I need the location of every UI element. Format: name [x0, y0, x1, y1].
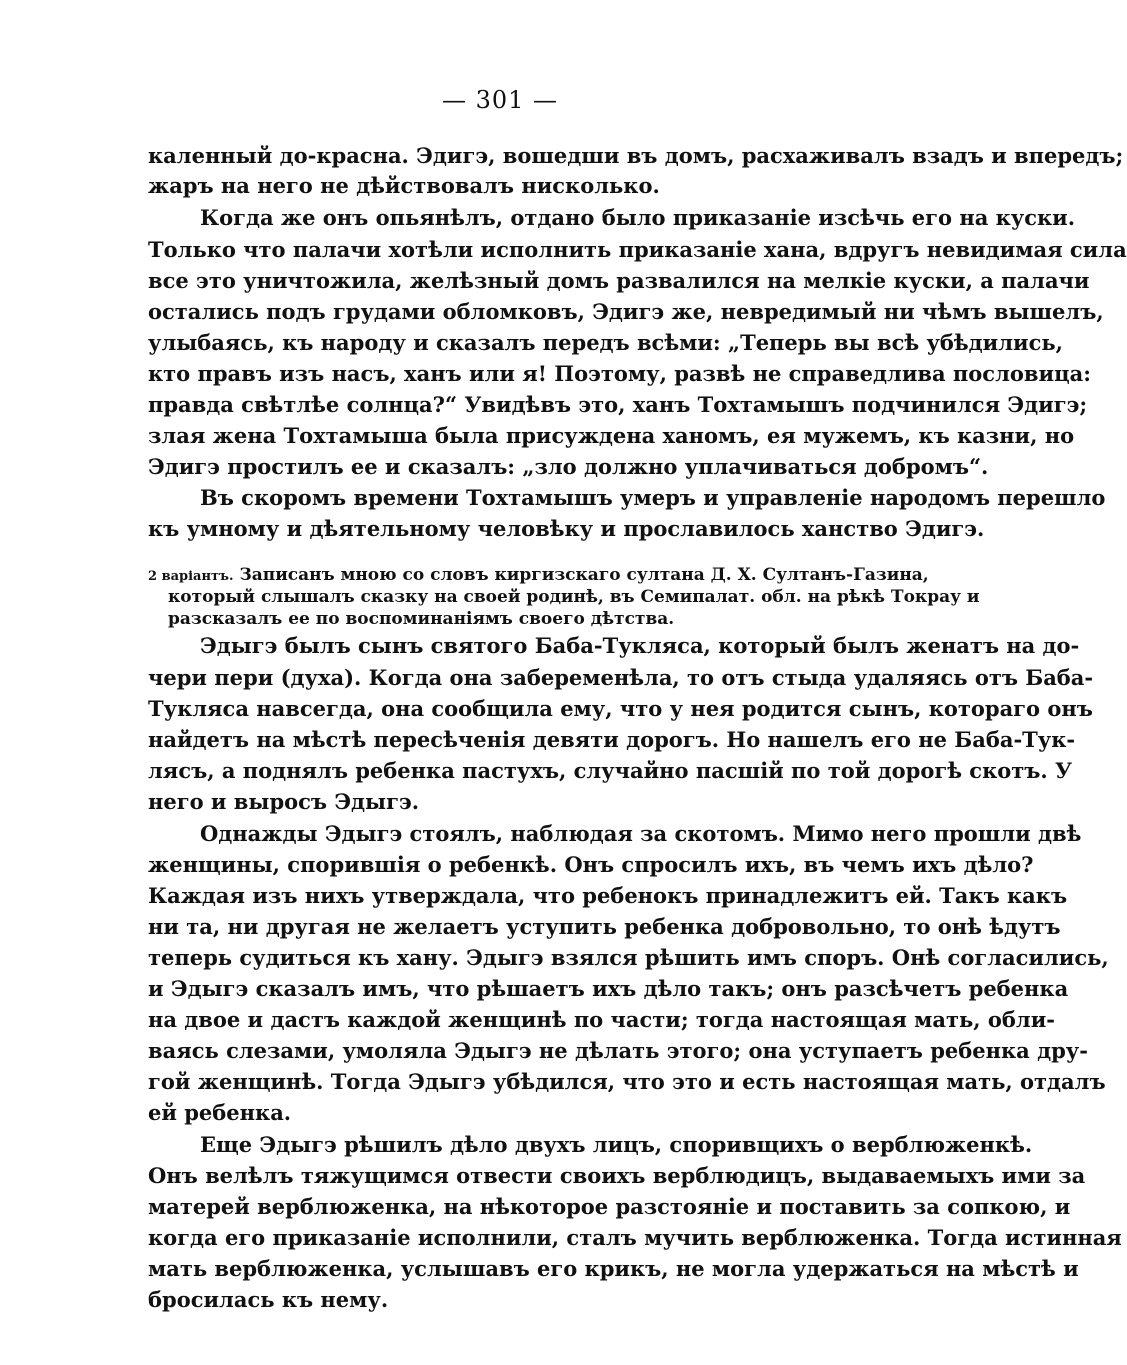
- text-line: Эдигэ простилъ ее и сказалъ: „зло должно уплачиваться добромъ“.: [148, 454, 989, 479]
- text-line: Онъ велѣлъ тяжущимся отвести своихъ верблюдицъ, выдаваемыхъ ими за: [148, 1163, 1086, 1188]
- text-line: злая жена Тохтамыша была присуждена ханомъ, ея мужемъ, къ казни, но: [148, 423, 1075, 448]
- variant-label: 2 варіантъ.: [148, 569, 234, 584]
- text-line: лясъ, а поднялъ ребенка пастухъ, случайно пасшій по той дорогѣ скотъ. У: [148, 758, 1073, 783]
- variant-note-line: разсказалъ ее по воспоминаніямъ своего дѣтства.: [168, 609, 675, 629]
- text-line: найдетъ на мѣстѣ пересѣченія девяти дорогъ. Но нашелъ его не Баба-Тук-: [148, 727, 1076, 752]
- text-line: Только что палачи хотѣли исполнить приказаніе хана, вдругъ невидимая сила: [148, 237, 1127, 262]
- text-line: ей ребенка.: [148, 1100, 292, 1125]
- text-line: Каждая изъ нихъ утверждала, что ребенокъ принадлежитъ ей. Такъ какъ: [148, 883, 1068, 908]
- text-line: остались подъ грудами обломковъ, Эдигэ же, невредимый ни чѣмъ вышелъ,: [148, 299, 1104, 324]
- text-line: каленный до-красна. Эдигэ, вошедши въ домъ, расхаживалъ взадъ и впередъ;: [148, 143, 1124, 168]
- text-line: правда свѣтлѣе солнца?“ Увидѣвъ это, ханъ Тохтамышъ подчинился Эдигэ;: [148, 392, 1088, 417]
- text-line: къ умному и дѣятельному человѣку и прославилось ханство Эдигэ.: [148, 516, 985, 541]
- text-line: Тукляса навсегда, она сообщила ему, что у нея родится сынъ, котораго онъ: [148, 696, 1093, 721]
- variant-note-text: Записанъ мною со словъ киргизскаго султана Д. Х. Султанъ-Газина,: [239, 565, 929, 585]
- text-line: женщины, спорившія о ребенкѣ. Онъ спросилъ ихъ, въ чемъ ихъ дѣло?: [148, 852, 1034, 877]
- text-line: ваясь слезами, умоляла Эдыгэ не дѣлать этого; она уступаетъ ребенка дру-: [148, 1038, 1088, 1063]
- text-line: на двое и дастъ каждой женщинѣ по части; тогда настоящая мать, обли-: [148, 1007, 1056, 1032]
- text-line: теперь судиться къ хану. Эдыгэ взялся рѣшить имъ споръ. Онѣ согласились,: [148, 945, 1109, 970]
- text-line: матерей верблюженка, на нѣкоторое разстояніе и поставить за сопкою, и: [148, 1194, 1071, 1219]
- text-line: Эдыгэ былъ сынъ святого Баба-Тукляса, который былъ женатъ на до-: [200, 633, 1080, 658]
- text-line: него и выросъ Эдыгэ.: [148, 789, 420, 814]
- variant-note-line: [148, 564, 929, 588]
- text-line: кто правъ изъ насъ, ханъ или я! Поэтому, развѣ не справедлива пословица:: [148, 361, 1091, 386]
- variant-note-line: который слышалъ сказку на своей родинѣ, въ Семипалат. обл. на рѣкѣ Токрау и: [168, 587, 980, 607]
- text-line: Еще Эдыгэ рѣшилъ дѣло двухъ лицъ, споривщихъ о верблюженкѣ.: [200, 1132, 1033, 1157]
- text-line: ни та, ни другая не желаетъ уступить ребенка добровольно, то онѣ ѣдутъ: [148, 914, 1061, 939]
- text-line: все это уничтожила, желѣзный домъ развалился на мелкіе куски, а палачи: [148, 268, 1090, 293]
- text-line: когда его приказаніе исполнили, сталъ мучить верблюженка. Тогда истинная: [148, 1225, 1122, 1250]
- text-line: мать верблюженка, услышавъ его крикъ, не могла удержаться на мѣстѣ и: [148, 1256, 1079, 1281]
- text-line: жаръ на него не дѣйствовалъ нисколько.: [148, 173, 660, 198]
- text-line: Въ скоромъ времени Тохтамышъ умеръ и управленіе народомъ перешло: [200, 485, 1106, 510]
- text-line: улыбаясь, къ народу и сказалъ передъ всѣми: „Теперь вы всѣ убѣдились,: [148, 330, 1063, 355]
- text-line: гой женщинѣ. Тогда Эдыгэ убѣдился, что это и есть настоящая мать, отдалъ: [148, 1069, 1106, 1094]
- text-line: и Эдыгэ сказалъ имъ, что рѣшаетъ ихъ дѣло такъ; онъ разсѣчетъ ребенка: [148, 976, 1069, 1001]
- text-line: бросилась къ нему.: [148, 1287, 389, 1312]
- text-line: чери пери (духа). Когда она забеременѣла, то отъ стыда удаляясь отъ Баба-: [148, 665, 1094, 690]
- text-line: Однажды Эдыгэ стоялъ, наблюдая за скотомъ. Мимо него прошли двѣ: [200, 821, 1082, 846]
- page-number: — 301 —: [441, 86, 559, 114]
- text-line: Когда же онъ опьянѣлъ, отдано было приказаніе изсѣчь его на куски.: [200, 205, 1076, 230]
